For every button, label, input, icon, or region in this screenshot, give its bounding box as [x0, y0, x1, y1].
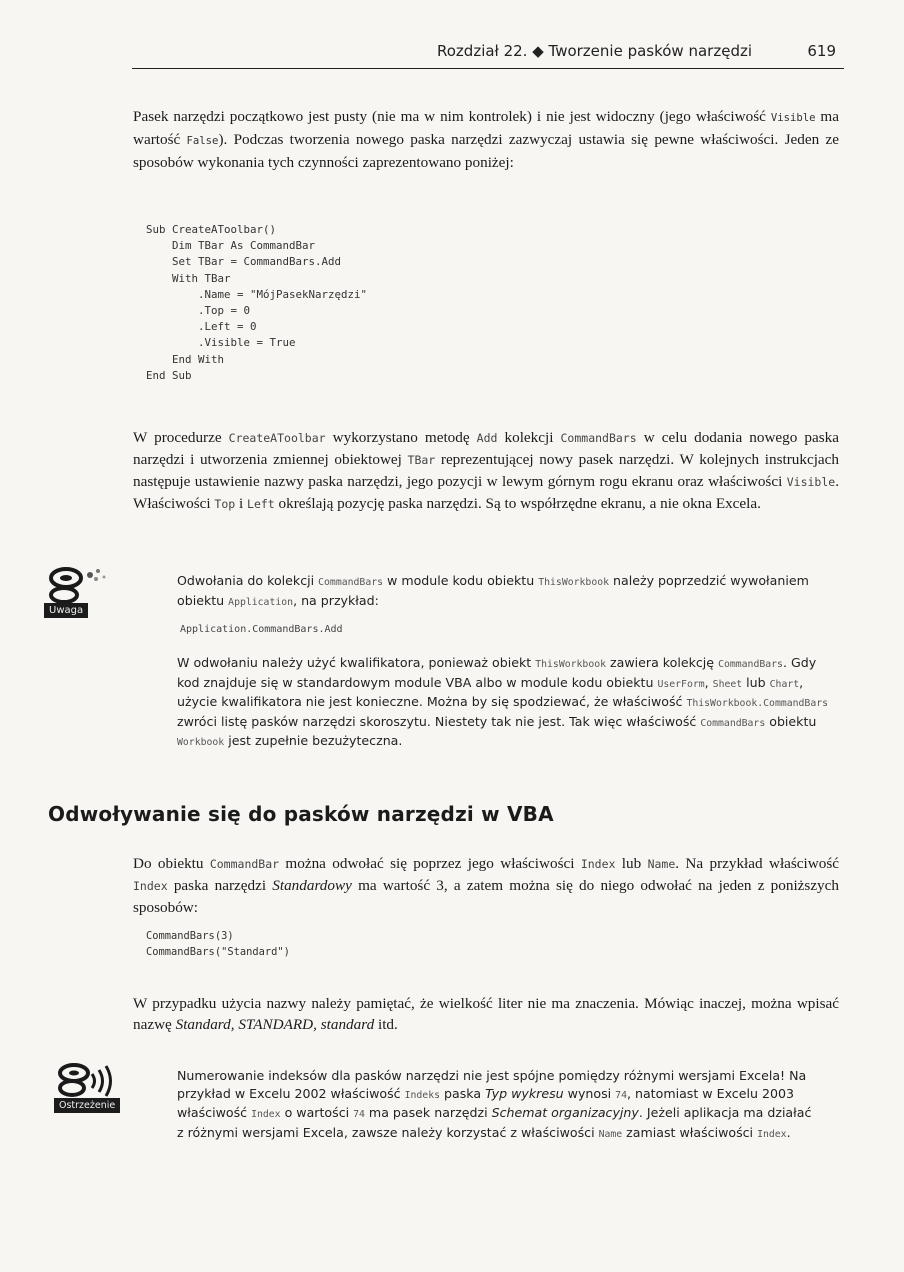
note-code-sample: Application.CommandBars.Add	[180, 624, 343, 635]
code-sample-commandbars: CommandBars(3) CommandBars("Standard")	[146, 930, 290, 959]
paragraph-case-insensitive: W przypadku użycia nazwy należy pamiętać, że wielkość liter nie ma znaczenia. Mówiąc inaczej, można wpisać nazwę Standard, STANDARD, standard itd.	[133, 995, 839, 1033]
warning-paragraph: Numerowanie indeksów dla pasków narzędzi nie jest spójne pomiędzy różnymi wersjami Excela! Na przykład w Excelu 2002 właściwość Indeks paska Typ wykresu wynosi 74, natomiast w Excelu 2003 właściwość Index o wartości 74 ma pasek narzędzi Schemat organizacyjny. Jeżeli aplikacja ma działać z różnymi wersjami Excela, zawsze należy korzystać z właściwości Name zamiast właściwości Index.	[177, 1068, 812, 1140]
chapter-title: Rozdział 22. ◆ Tworzenie pasków narzędzi	[437, 42, 752, 60]
paragraph-commandbar-access: Do obiektu CommandBar można odwołać się poprzez jego właściwości Index lub Name. Na przykład właściwość Index paska narzędzi Standardowy ma wartość 3, a zatem można się do niego odwołać na jeden z poniższych sposobów:	[133, 855, 839, 916]
page-number: 619	[807, 42, 836, 60]
paragraph-intro: Pasek narzędzi początkowo jest pusty (nie ma w nim kontrolek) i nie jest widoczny (jego właściwość Visible ma wartość False). Podczas tworzenia nowego paska narzędzi zazwyczaj ustawia się pewne właściwości. Jeden ze sposobów wykonania tych czynności zaprezentowano poniżej:	[133, 108, 839, 171]
note-badge: Uwaga	[44, 603, 88, 618]
running-header	[132, 38, 844, 69]
warning-badge: Ostrzeżenie	[54, 1098, 120, 1113]
warning-callout-icon	[54, 1062, 140, 1111]
code-sample-create-toolbar: Sub CreateAToolbar() Dim TBar As CommandBar Set TBar = CommandBars.Add With TBar .Name = "MójPasekNarzędzi" .Top = 0 .Left = 0 .Visible = True End With End Sub	[146, 223, 368, 382]
note-paragraph-2: W odwołaniu należy użyć kwalifikatora, ponieważ obiekt ThisWorkbook zawiera kolekcję CommandBars. Gdy kod znajduje się w standardowym module VBA albo w module kodu obiektu UserForm, Sheet lub Chart, użycie kwalifikatora nie jest konieczne. Można by się spodziewać, że właściwość ThisWorkbook.CommandBars zwróci listę pasków narzędzi skoroszytu. Niestety tak nie jest. Tak więc właściwość CommandBars obiektu Workbook jest zupełnie bezużyteczna.	[177, 655, 829, 748]
note-callout-icon	[44, 565, 130, 614]
note-paragraph-1: Odwołania do kolekcji CommandBars w module kodu obiektu ThisWorkbook należy poprzedzić wywołaniem obiektu Application, na przykład:	[177, 573, 809, 608]
paragraph-procedure: W procedurze CreateAToolbar wykorzystano metodę Add kolekcji CommandBars w celu dodania nowego paska narzędzi i utworzenia zmiennej obiektowej TBar reprezentującej nowy pasek narzędzi. W kolejnych instrukcjach następuje ustawienie nazwy paska narzędzi, jego pozycji w lewym górnym rogu ekranu oraz właściwości Visible. Właściwości Top i Left określają pozycję paska narzędzi. Są to współrzędne ekranu, a nie okna Excela.	[133, 429, 839, 512]
section-heading: Odwoływanie się do pasków narzędzi w VBA	[48, 802, 554, 826]
warning-gears-icon	[54, 1062, 144, 1100]
